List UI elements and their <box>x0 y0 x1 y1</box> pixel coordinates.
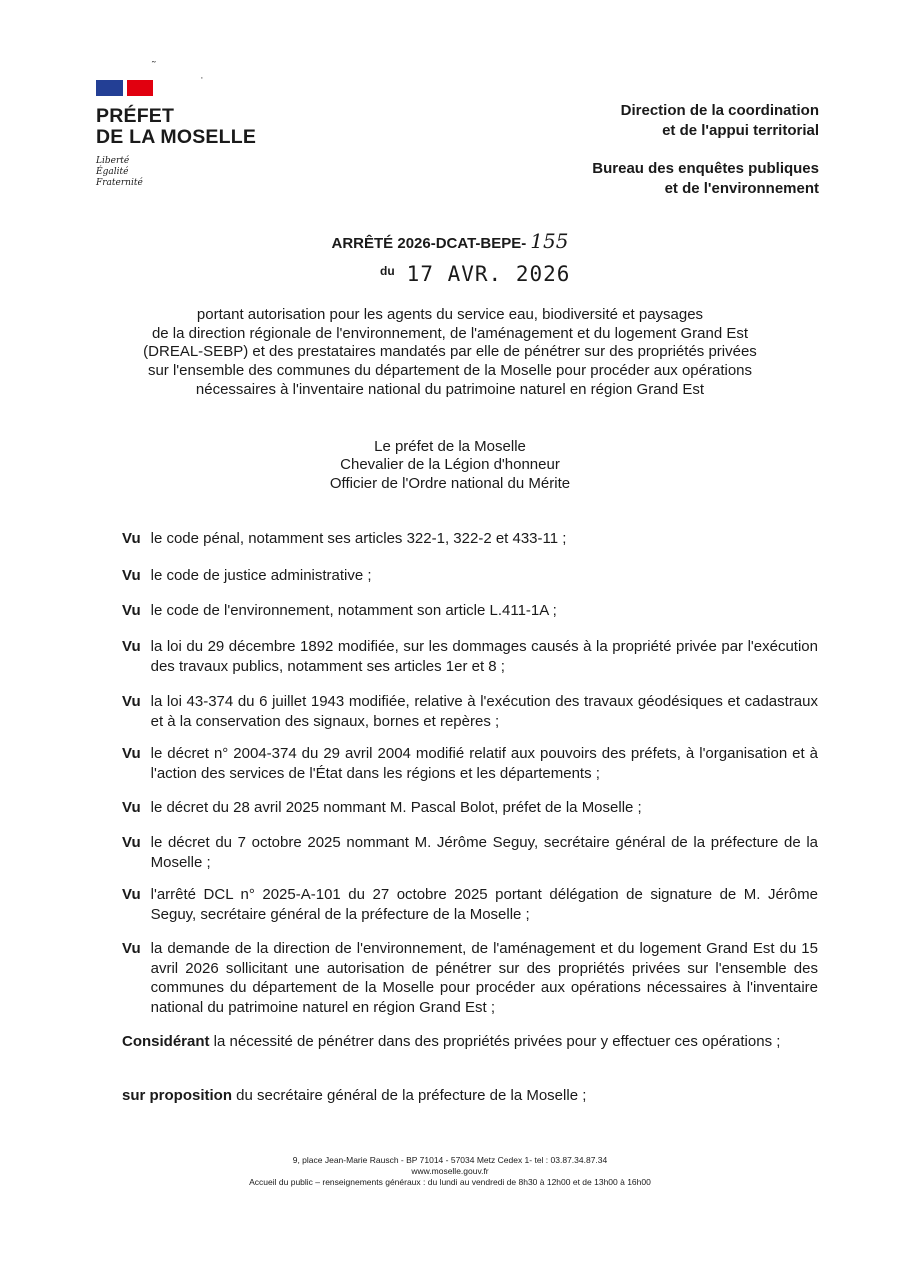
visa-item: Vu la loi du 29 décembre 1892 modifiée, sur les dommages causés à la propriété privée par l'exécution des travaux publics, notamment ses articles 1er et 8 ; <box>122 638 818 675</box>
considerant: Considérant la nécessité de pénétrer dans des propriétés privées pour y effectuer ces opérations ; <box>122 1033 781 1050</box>
direction-line: Direction de la coordination <box>620 102 819 119</box>
visa-item: Vu le code de justice administrative ; <box>122 567 372 584</box>
arrete-title: ARRÊTÉ 2026-DCAT-BEPE- 155 <box>331 229 569 253</box>
bureau-line: et de l'environnement <box>664 180 819 197</box>
scan-speck: · <box>200 72 204 84</box>
visa-item: Vu la demande de la direction de l'environnement, de l'aménagement et du logement Grand Est du 15 avril 2026 sollicitant une autorisation de pénétrer sur des propriétés privées sur l'ensemble des communes du département de la Moselle pour procéder aux opérations nécessaires à l'inventaire national du patrimoine naturel en région Grand Est ; <box>122 940 818 1016</box>
devise: Liberté Égalité Fraternité <box>96 156 143 188</box>
sur-proposition: sur proposition du secrétaire général de la préfecture de la Moselle ; <box>122 1087 587 1104</box>
arrete-date: $^{du}$ 17 AVR. 2026 <box>380 262 571 286</box>
prefet-titles: Le préfet de la Moselle Chevalier de la Légion d'honneur Officier de l'Ordre national du Mérite <box>329 438 571 492</box>
visa-item: Vu le décret n° 2004-374 du 29 avril 2004 modifié relatif aux pouvoirs des préfets, à l'organisation et à l'action des services de l'État dans les régions et les départements ; <box>122 745 818 782</box>
page-footer: 9, place Jean-Marie Rausch - BP 71014 - 57034 Metz Cedex 1- tel : 03.87.34.87.34 www.moselle.gouv.fr Accueil du public – renseignements généraux : du lundi au vendredi de 8h30 à 12h00 et de 13h00 à 16h00 <box>0 1155 900 1188</box>
prefecture-logo <box>96 80 296 189</box>
date-stamp: 17 AVR. 2026 <box>406 262 571 286</box>
visa-item: Vu le code pénal, notamment ses articles 322-1, 322-2 et 433-11 ; <box>122 530 567 547</box>
marianne-flag-icon <box>96 80 153 96</box>
website-link[interactable]: www.moselle.gouv.fr <box>411 1166 489 1176</box>
bureau-line: Bureau des enquêtes publiques <box>592 160 819 177</box>
arrete-object: portant autorisation pour les agents du service eau, biodiversité et paysages de la direction régionale de l'environnement, de l'aménagement et du logement Grand Est (DREAL-SEBP) et des prestataires mandatés par elle de pénétrer sur des propriétés privées sur l'ensemble des communes du département de la Moselle pour procéder aux opérations nécessaires à l'inventaire national du patrimoine naturel en région Grand Est <box>143 306 757 398</box>
logo-title: PRÉFET DE LA MOSELLE <box>96 105 257 148</box>
service-header <box>592 101 819 199</box>
visa-item: Vu le code de l'environnement, notamment son article L.411-1A ; <box>122 602 557 619</box>
scan-speck: ˜ <box>152 60 156 72</box>
visa-item: Vu l'arrêté DCL n° 2025-A-101 du 27 octobre 2025 portant délégation de signature de M. Jérôme Seguy, secrétaire général de la préfecture de la Moselle ; <box>122 886 818 923</box>
visa-item: Vu le décret du 28 avril 2025 nommant M. Pascal Bolot, préfet de la Moselle ; <box>122 799 642 816</box>
direction-line: et de l'appui territorial <box>662 122 819 139</box>
handwritten-number: 155 <box>530 229 569 253</box>
visa-item: Vu la loi 43-374 du 6 juillet 1943 modifiée, relative à l'exécution des travaux géodésiques et cadastraux et à la conservation des signaux, bornes et repères ; <box>122 693 818 730</box>
visa-item: Vu le décret du 7 octobre 2025 nommant M. Jérôme Seguy, secrétaire général de la préfecture de la Moselle ; <box>122 834 818 871</box>
